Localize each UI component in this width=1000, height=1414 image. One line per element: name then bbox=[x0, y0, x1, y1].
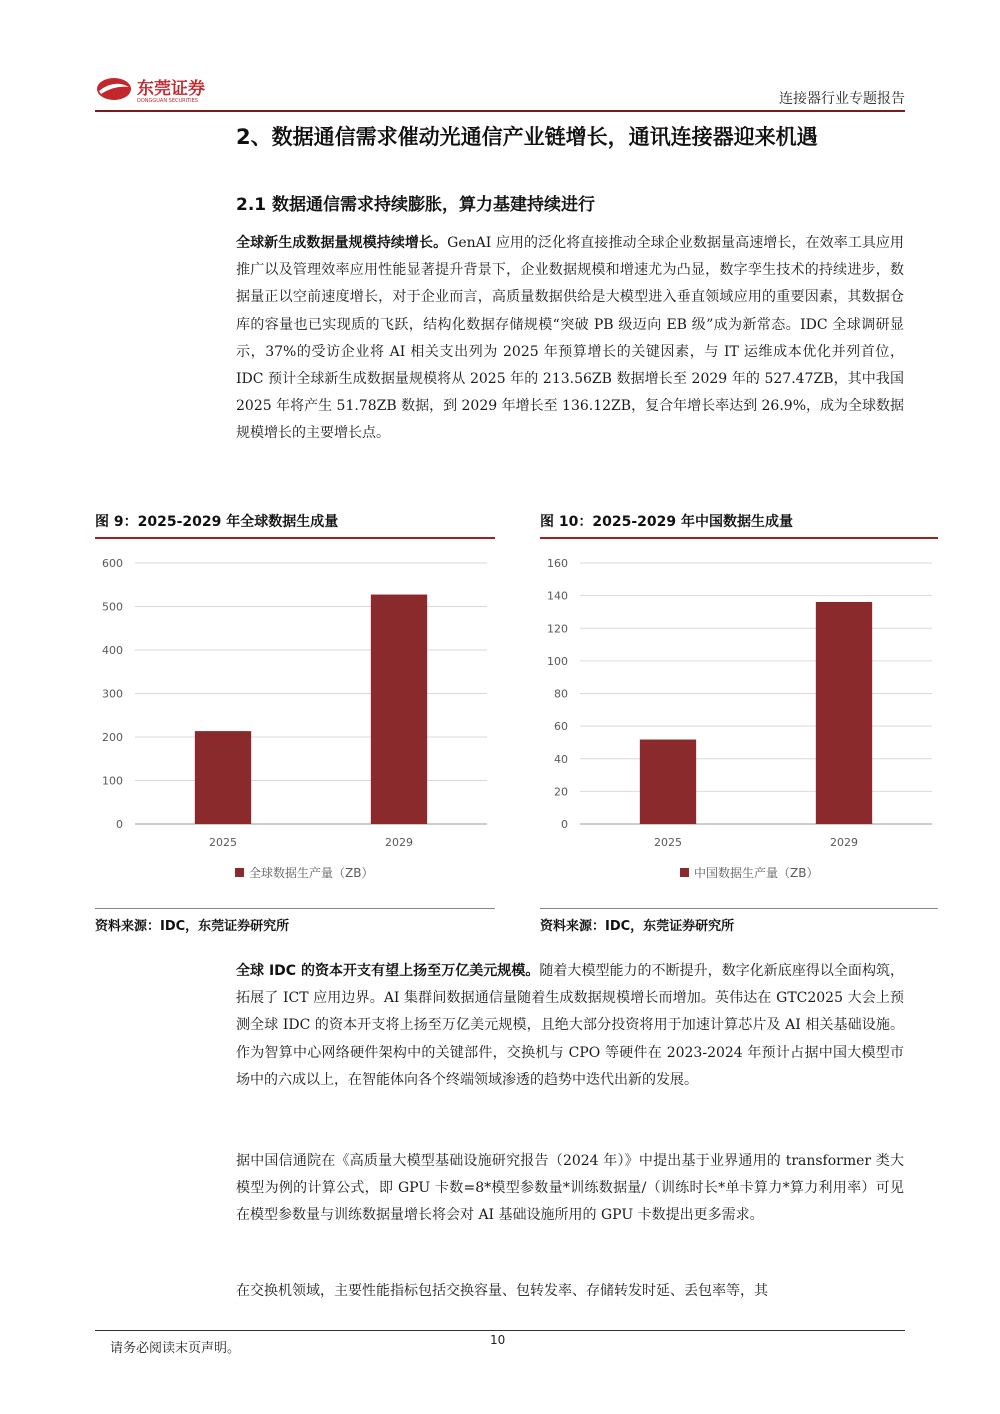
legend-label: 中国数据生产量（ZB） bbox=[694, 866, 819, 880]
figure-10-rule bbox=[540, 537, 938, 539]
y-tick-label: 0 bbox=[561, 818, 568, 831]
paragraph-idc-capex bbox=[236, 958, 904, 1094]
y-tick-label: 120 bbox=[547, 622, 568, 636]
company-logo bbox=[95, 74, 255, 104]
footer-divider bbox=[95, 1330, 905, 1331]
paragraph-body: 在交换机领域，主要性能指标包括交换容量、包转发率、存储转发时延、丢包率等，其 bbox=[236, 1283, 768, 1299]
logo-subtext: DONGGUAN SECURITIES bbox=[137, 98, 198, 104]
legend-swatch bbox=[235, 868, 244, 877]
chart-global-data bbox=[95, 545, 495, 900]
paragraph-lead: 全球新生成数据量规模持续增长。 bbox=[236, 235, 448, 251]
figure-9-title: 图 9：2025-2029 年全球数据生成量 bbox=[95, 514, 339, 530]
figure-10-bottom-rule bbox=[540, 908, 938, 909]
paragraph-global-data bbox=[236, 230, 904, 448]
y-tick-label: 60 bbox=[554, 720, 568, 734]
y-tick-label: 80 bbox=[554, 687, 568, 701]
figure-9-bottom-rule bbox=[95, 908, 495, 909]
y-tick-label: 40 bbox=[554, 752, 568, 766]
y-tick-label: 140 bbox=[547, 589, 568, 603]
y-tick-label: 500 bbox=[102, 600, 123, 614]
x-tick-label: 2029 bbox=[385, 836, 413, 849]
x-tick-label: 2025 bbox=[654, 836, 682, 849]
y-tick-label: 400 bbox=[102, 644, 123, 657]
figure-9-rule bbox=[95, 537, 495, 539]
paragraph-body: GenAI 应用的泛化将直接推动全球企业数据量高速增长，在效率工具应用推广以及管理效率应用性能显著提升背景下，企业数据规模和增速尤为凸显，数字孪生技术的持续进步，数据量正以空前速度增长，对于企业而言，高质量数据供给是大模型进入垂直领域应用的重要因素，其数据仓库的容量也已实现质的飞跃，结构化数据存储规模“突破 PB 级迈向 EB 级”成为新常态。IDC 全球调研显示，37%的受访企业将 AI 相关支出列为 2025 年预算增长的关键因素，与 IT 运维成本优化并列首位，IDC 预计全球新生成数据量规模将从 2025 年的 213.56ZB 数据增长至 2029 年的 527.47ZB，其中我国 2025 年将产生 51.78ZB 数据，到 2029 年增长至 136.12ZB，复合年增长率达到 26.9%，成为全球数据规模增长的主要增长点。 bbox=[236, 235, 905, 442]
footer-disclaimer: 请务必阅读末页声明。 bbox=[110, 1341, 241, 1356]
y-tick-label: 100 bbox=[102, 774, 123, 788]
bar-2025 bbox=[195, 731, 251, 824]
logo-text: 东莞证券 bbox=[137, 79, 205, 99]
chart-china-data-svg bbox=[540, 545, 940, 900]
paragraph-body: 随着大模型能力的不断提升，数字化新底座得以全面构筑，拓展了 ICT 应用边界。AI 集群间数据通信量随着生成数据规模增长而增加。英伟达在 GTC2025 大会上预测全球 IDC 的资本开支将上扬至万亿美元规模，且绝大部分投资将用于加速计算芯片及 AI 相关基础设施。作为智算中心网络硬件架构中的关键部件，交换机与 CPO 等硬件在 2023-2024 年预计占据中国大模型市场中的六成以上，在智能体向各个终端领域渗透的趋势中迭代出新的发展。 bbox=[236, 963, 904, 1088]
report-name: 连接器行业专题报告 bbox=[779, 91, 905, 107]
y-tick-label: 200 bbox=[102, 731, 123, 744]
bar-2029 bbox=[816, 602, 872, 824]
section-title: 2、数据通信需求催动光通信产业链增长，通讯连接器迎来机遇 bbox=[236, 125, 818, 149]
y-tick-label: 20 bbox=[554, 785, 568, 799]
paragraph-body: 据中国信通院在《高质量大模型基础设施研究报告（2024 年）》中提出基于业界通用的 transformer 类大模型为例的计算公式，即 GPU 卡数=8*模型参数量*训练数据量/（训练时长*单卡算力*算力利用率）可见在模型参数量与训练数据量增长将会对 AI 基础设施所用的 GPU 卡数提出更多需求。 bbox=[236, 1153, 904, 1224]
x-tick-label: 2025 bbox=[209, 836, 237, 849]
figure-10-source: 资料来源：IDC，东莞证券研究所 bbox=[540, 919, 735, 934]
y-tick-label: 300 bbox=[102, 687, 123, 701]
legend-label: 全球数据生产量（ZB） bbox=[249, 866, 374, 880]
header-divider bbox=[95, 110, 905, 112]
y-tick-label: 100 bbox=[547, 654, 568, 668]
x-tick-label: 2029 bbox=[830, 836, 858, 849]
bar-2029 bbox=[371, 595, 427, 824]
figure-10-title: 图 10：2025-2029 年中国数据生成量 bbox=[540, 514, 793, 530]
chart-china-data bbox=[540, 545, 940, 900]
chart-global-data-svg bbox=[95, 545, 495, 900]
page-number: 10 bbox=[490, 1333, 506, 1347]
legend-swatch bbox=[680, 868, 689, 877]
bar-2025 bbox=[640, 740, 696, 824]
y-tick-label: 0 bbox=[116, 818, 123, 831]
paragraph-gpu-formula bbox=[236, 1148, 904, 1230]
paragraph-switch bbox=[236, 1278, 904, 1305]
figure-9-source: 资料来源：IDC，东莞证券研究所 bbox=[95, 919, 290, 934]
y-tick-label: 600 bbox=[102, 557, 123, 570]
subsection-title: 2.1 数据通信需求持续膨胀，算力基建持续进行 bbox=[236, 195, 596, 215]
y-tick-label: 160 bbox=[547, 557, 568, 570]
paragraph-lead: 全球 IDC 的资本开支有望上扬至万亿美元规模。 bbox=[236, 963, 540, 979]
page-header bbox=[95, 70, 905, 110]
